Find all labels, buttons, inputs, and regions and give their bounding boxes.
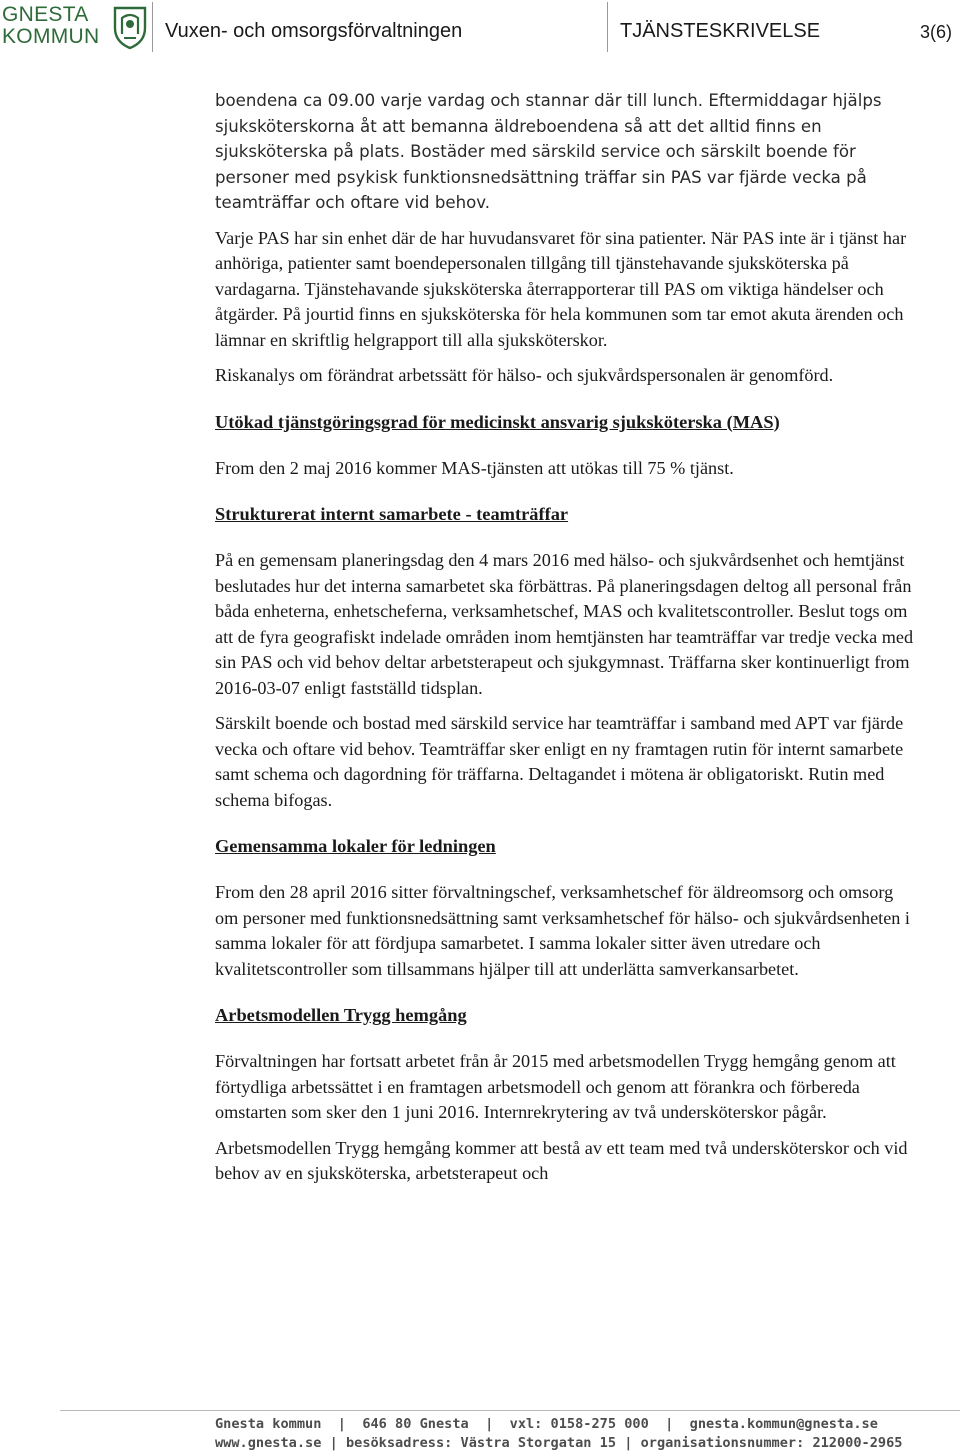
body-paragraph: Arbetsmodellen Trygg hemgång kommer att bestå av ett team med två undersköterskor och vid behov av en sjuksköterska, arbetsterapeut och	[215, 1137, 908, 1183]
document-type: TJÄNSTESKRIVELSE	[620, 20, 821, 42]
page-header	[0, 0, 960, 62]
logo-line-1: GNESTA	[2, 3, 89, 26]
body-paragraph: Riskanalys om förändrat arbetssätt för hälso- och sjukvårdspersonalen är genomförd.	[215, 365, 834, 385]
footer-contact-line: Gnesta kommun | 646 80 Gnesta | vxl: 0158-275 000 | gnesta.kommun@gnesta.se	[215, 1416, 878, 1432]
document-body	[215, 88, 915, 1187]
page-number: 3(6)	[920, 22, 953, 42]
body-paragraph: From den 2 maj 2016 kommer MAS-tjänsten att utökas till 75 % tjänst.	[215, 457, 734, 478]
body-paragraph: From den 28 april 2016 sitter förvaltningschef, verksamhetschef för äldreomsorg och omsorg om personer med funktionsnedsättning samt verksamhetschef för hälso- och sjukvårdsenheten i samma lokaler för att fördjupa samarbetet. I samma lokaler sitter även utredare och kvalitetscontroller som tillsammans hjälper till att underlätta samverkansarbetet.	[215, 882, 910, 979]
logo-wordmark	[2, 4, 99, 48]
municipality-logo	[2, 4, 162, 52]
header-divider	[152, 2, 153, 52]
section-heading: Gemensamma lokaler för ledningen	[215, 836, 496, 856]
body-paragraph: Varje PAS har sin enhet där de har huvudansvaret för sina patienter. När PAS inte är i tjänst har anhöriga, patienter samt boendepersonalen tillgång till tjänstehavande sjuksköterska på vardagarna. Tjänstehavande sjuksköterska återrapporterar till PAS om viktiga händelser och åtgärder. På jourtid finns en sjuksköterska för hela kommunen som tar emot akuta ärenden och lämnar en skriftlig helgrapport till alla sjuksköterskor.	[215, 227, 907, 350]
section-heading: Utökad tjänstgöringsgrad för medicinskt ansvarig sjuksköterska (MAS)	[215, 411, 780, 432]
body-paragraph: Förvaltningen har fortsatt arbetet från år 2015 med arbetsmodellen Trygg hemgång genom att förtydliga arbetssättet i en framtagen arbetsmodell och genom att förankra och förbereda omstarten som sker den 1 juni 2016. Internrekrytering av två undersköterskor pågår.	[215, 1051, 896, 1122]
body-paragraph: Särskilt boende och bostad med särskild service har teamträffar i samband med APT var fjärde vecka och oftare vid behov. Teamträffar sker enligt en ny framtagen rutin för internt samarbete samt schema och dagordning för träffarna. Deltagandet i mötena är obligatoriskt. Rutin med schema bifogas.	[215, 713, 904, 810]
department-name: Vuxen- och omsorgsförvaltningen	[165, 20, 463, 42]
footer-address-line: www.gnesta.se | besöksadress: Västra Storgatan 15 | organisationsnummer: 212000-2965	[215, 1435, 903, 1451]
header-divider	[607, 2, 608, 52]
footer-divider	[60, 1410, 960, 1411]
logo-line-2: KOMMUN	[2, 25, 100, 48]
section-heading: Arbetsmodellen Trygg hemgång	[215, 1005, 467, 1025]
section-heading: Strukturerat internt samarbete - teamträffar	[215, 504, 569, 524]
body-paragraph: boendena ca 09.00 varje vardag och stannar där till lunch. Eftermiddagar hjälps sjuksköterskorna åt att bemanna äldreboendena så att det alltid finns en sjuksköterska på plats. Bostäder med särskild service och särskilt boende för personer med psykisk funktionsnedsättning träffar sin PAS var fjärde vecka på teamträffar och oftare vid behov.	[215, 91, 882, 212]
municipal-crest-icon	[112, 4, 148, 50]
body-paragraph: På en gemensam planeringsdag den 4 mars 2016 med hälso- och sjukvårdsenhet och hemtjänst beslutades hur det interna samarbetet ska förbättras. På planeringsdagen deltog all personal från båda enheterna, enhetscheferna, verksamhetschef, MAS och kvalitetscontroller. Beslut togs om att de fyra geografiskt indelade områden inom hemtjänsten har teamträffar var tredje vecka med sin PAS och vid behov deltar arbetsterapeut och sjukgymnast. Träffarna sker kontinuerligt from 2016-03-07 enligt fastställd tidsplan.	[215, 550, 914, 698]
